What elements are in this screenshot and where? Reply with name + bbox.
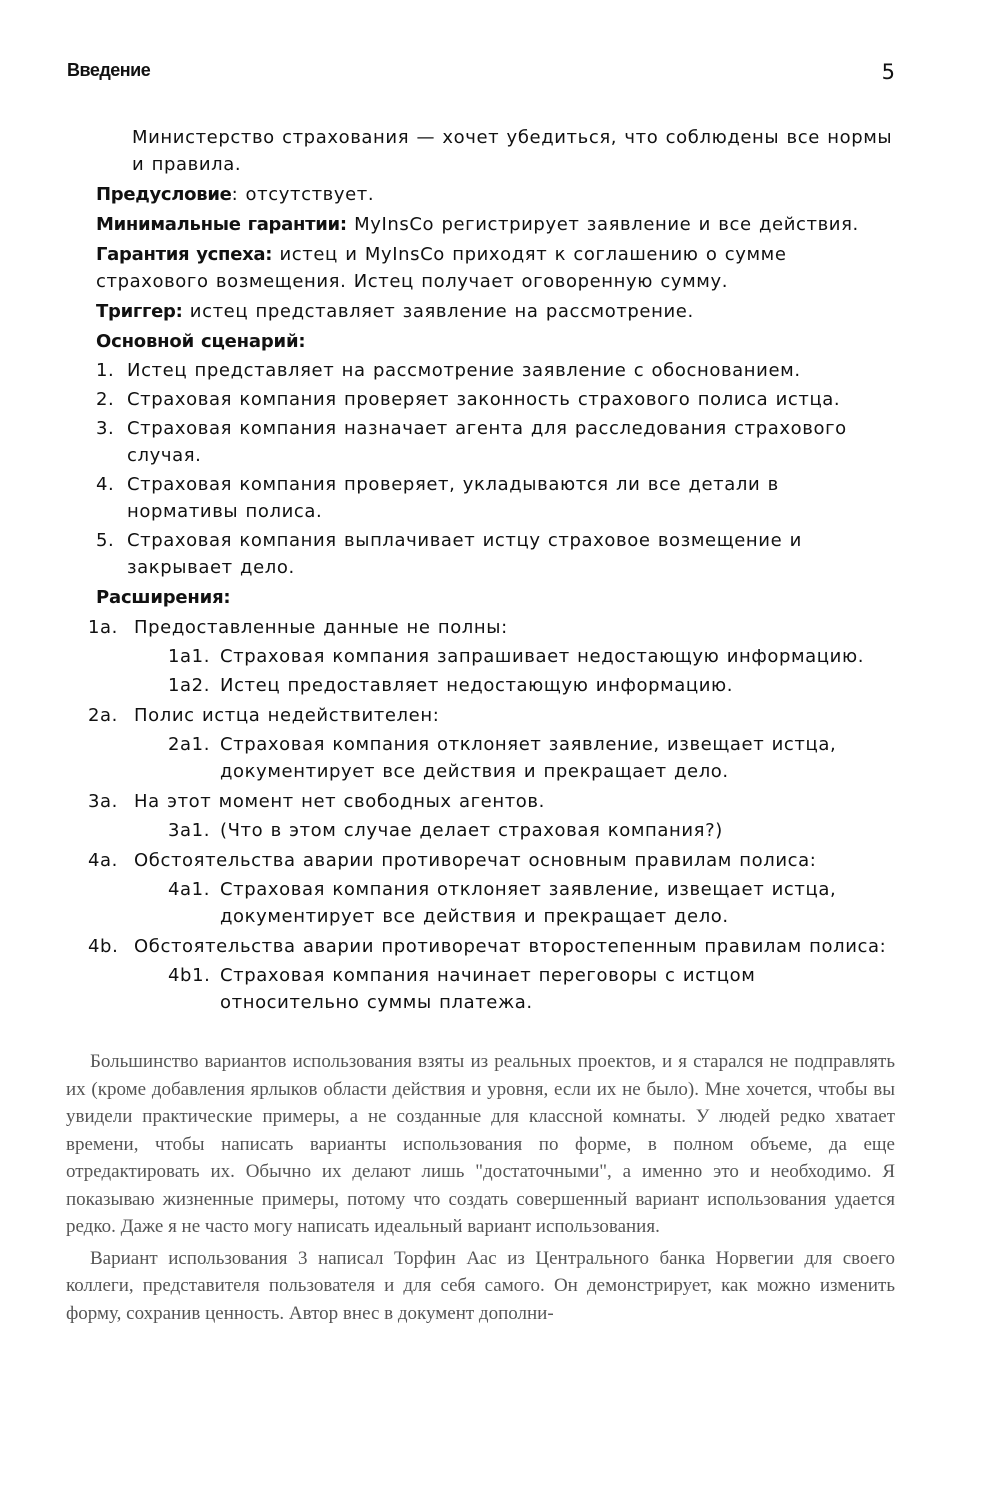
- step-text: Страховая компания назначает агента для расследования страхового случая.: [127, 418, 847, 466]
- step-number: 3.: [96, 418, 115, 439]
- extension-item: [88, 614, 896, 699]
- substep-text: Страховая компания отклоняет заявление, извещает истца, документирует все действия и прекращает дело.: [220, 879, 837, 927]
- step-text: Истец представляет на рассмотрение заявление с обоснованием.: [127, 360, 801, 381]
- step-text: Страховая компания проверяет законность страхового полиса истца.: [127, 389, 841, 410]
- substep-text: Истец предоставляет недостающую информацию.: [220, 675, 734, 696]
- scenario-step: [96, 527, 896, 581]
- success-guarantee-field: [96, 241, 896, 295]
- substep-text: Страховая компания запрашивает недостающую информацию.: [220, 646, 865, 667]
- precondition-label: Предусловие: [96, 184, 232, 205]
- extension-substeps: [134, 731, 896, 785]
- extension-substep: [134, 817, 896, 844]
- minimal-guarantees-field: [96, 211, 896, 238]
- extension-substep: [134, 962, 896, 1016]
- substep-number: 3a1.: [168, 820, 211, 841]
- page-header: [67, 60, 895, 90]
- use-case-block: [88, 124, 896, 1018]
- extension-text: Обстоятельства аварии противоречат основным правилам полиса:: [134, 850, 817, 871]
- running-head: Введение: [67, 60, 151, 80]
- extension-item: [88, 702, 896, 785]
- stakeholder-continuation: Министерство страхования — хочет убедиться, что соблюдены все нормы и правила.: [132, 127, 893, 175]
- body-paragraph: Вариант использования 3 написал Торфин Аас из Центрального банка Норвегии для своего коллеги, представителя пользователя и для себя самого. Он демонстрирует, как можно изменить форму, сохранив ценность. Автор внес в документ дополни-: [66, 1247, 895, 1324]
- minimal-guarantees-label: Минимальные гарантии:: [96, 214, 347, 235]
- success-guarantee-label: Гарантия успеха:: [96, 244, 273, 265]
- page-number: 5: [881, 60, 895, 84]
- extension-number: 4b.: [88, 936, 119, 957]
- extension-substeps: [134, 817, 896, 844]
- body-paragraph: Большинство вариантов использования взяты из реальных проектов, и я старался не подправлять их (кроме добавления ярлыков области действия и уровня, если их не было). Мне хочется, чтобы вы увидели практические примеры, а не созданные для классной комнаты. У людей редко хватает времени, чтобы написать варианты использования по форме, в полном объеме, да еще отредактировать их. Обычно их делают лишь "достаточными", а именно это и необходимо. Я показываю жизненные примеры, потому что создать совершенный вариант использования удается редко. Даже я не часто могу написать идеальный вариант использования.: [66, 1051, 895, 1237]
- step-number: 4.: [96, 474, 115, 495]
- trigger-label: Триггер:: [96, 301, 183, 322]
- extension-text: Полис истца недействителен:: [134, 705, 440, 726]
- success-guarantee-text: истец и MyInsCo приходят к соглашению о сумме страхового возмещения. Истец получает оговоренную сумму.: [96, 244, 787, 292]
- extension-number: 4a.: [88, 850, 119, 871]
- scenario-step: [96, 415, 896, 469]
- scenario-step: [96, 386, 896, 413]
- scenario-step: [96, 357, 896, 384]
- step-number: 1.: [96, 360, 115, 381]
- step-text: Страховая компания выплачивает истцу страховое возмещение и закрывает дело.: [127, 530, 802, 578]
- substep-text: (Что в этом случае делает страховая компания?): [220, 820, 723, 841]
- step-number: 2.: [96, 389, 115, 410]
- scenario-step: [96, 471, 896, 525]
- extension-substeps: [134, 643, 896, 699]
- extension-item: [88, 933, 896, 1016]
- extensions-title: Расширения:: [96, 587, 231, 608]
- extension-substep: [134, 876, 896, 930]
- main-scenario-list: [96, 357, 896, 581]
- extension-substep: [134, 643, 896, 670]
- substep-number: 1a2.: [168, 675, 211, 696]
- extension-text: Обстоятельства аварии противоречат второстепенным правилам полиса:: [134, 936, 887, 957]
- extension-substep: [134, 731, 896, 785]
- precondition-field: [96, 181, 896, 208]
- substep-number: 4b1.: [168, 965, 211, 986]
- step-text: Страховая компания проверяет, укладываются ли все детали в нормативы полиса.: [127, 474, 779, 522]
- extension-substeps: [134, 962, 896, 1016]
- extension-number: 2a.: [88, 705, 119, 726]
- extension-text: Предоставленные данные не полны:: [134, 617, 508, 638]
- step-number: 5.: [96, 530, 115, 551]
- precondition-text: : отсутствует.: [231, 184, 375, 205]
- substep-number: 4a1.: [168, 879, 211, 900]
- substep-number: 1a1.: [168, 646, 211, 667]
- extension-number: 3a.: [88, 791, 119, 812]
- substep-text: Страховая компания отклоняет заявление, извещает истца, документирует все действия и прекращает дело.: [220, 734, 837, 782]
- minimal-guarantees-text: MyInsCo регистрирует заявление и все действия.: [346, 214, 859, 235]
- main-scenario-title: Основной сценарий:: [96, 331, 306, 352]
- substep-text: Страховая компания начинает переговоры с истцом относительно суммы платежа.: [220, 965, 756, 1013]
- extensions-list: [88, 614, 896, 1016]
- extension-number: 1a.: [88, 617, 119, 638]
- substep-number: 2a1.: [168, 734, 211, 755]
- extension-substeps: [134, 876, 896, 930]
- body-text: [66, 1048, 895, 1327]
- extension-substep: [134, 672, 896, 699]
- extension-text: На этот момент нет свободных агентов.: [134, 791, 545, 812]
- extension-item: [88, 847, 896, 930]
- trigger-field: [96, 298, 896, 325]
- trigger-text: истец представляет заявление на рассмотрение.: [182, 301, 694, 322]
- extension-item: [88, 788, 896, 844]
